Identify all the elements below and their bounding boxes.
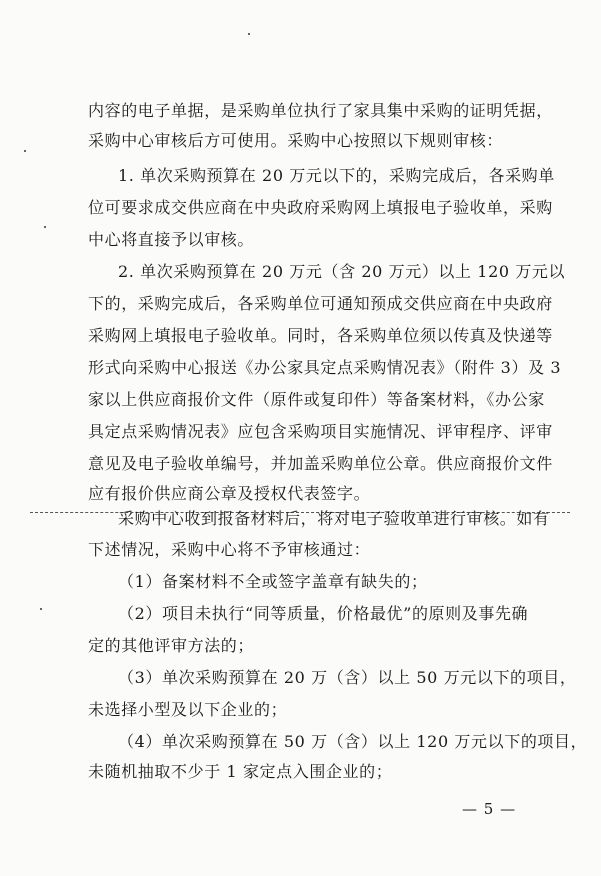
text-line: 下述情况，采购中心将不予审核通过： (88, 540, 371, 559)
text-line: 意见及电子验收单编号，并加盖采购单位公章。供应商报价文件 (88, 454, 553, 473)
scan-speck (24, 150, 26, 152)
list-item: （4）单次采购预算在 50 万（含）以上 120 万元以下的项目， (118, 732, 588, 751)
scan-speck (40, 608, 42, 610)
text-line: 2. 单次采购预算在 20 万元（含 20 万元）以上 120 万元以 (118, 262, 566, 281)
list-item: （1）备案材料不全或签字盖章有缺失的； (118, 572, 428, 591)
scan-speck (44, 226, 46, 228)
text-line: 应有报价供应商公章及授权代表签字。 (88, 484, 371, 503)
list-item: （3）单次采购预算在 20 万（含）以上 50 万元以下的项目， (118, 668, 577, 687)
text-line: 具定点采购情况表》应包含采购项目实施情况、评审程序、评审 (88, 422, 553, 441)
text-line: 未选择小型及以下企业的； (88, 700, 288, 719)
text-line: 下的，采购完成后，各采购单位可通知预成交供应商在中央政府 (88, 294, 553, 313)
text-line: 采购中心收到报备材料后，将对电子验收单进行审核。如有 (118, 509, 550, 528)
list-item: （2）项目未执行“同等质量，价格最优”的原则及事先确 (118, 604, 529, 623)
text-line: 定的其他评审方法的； (88, 636, 255, 655)
text-line: 未随机抽取不少于 1 家定点入围企业的； (88, 762, 393, 781)
text-line: 采购网上填报电子验收单。同时，各采购单位须以传真及快递等 (88, 326, 553, 345)
text-line: 形式向采购中心报送《办公家具定点采购情况表》（附件 3）及 3 (88, 358, 562, 377)
text-line: 位可要求成交供应商在中央政府采购网上填报电子验收单，采购 (88, 198, 553, 217)
text-line: 内容的电子单据，是采购单位执行了家具集中采购的证明凭据， (88, 101, 553, 120)
text-line: 家以上供应商报价文件（原件或复印件）等备案材料，《办公家 (88, 390, 545, 409)
text-line: 1. 单次采购预算在 20 万元以下的，采购完成后，各采购单 (118, 166, 555, 185)
text-line: 中心将直接予以审核。 (88, 230, 255, 249)
page-number: — 5 — (462, 800, 517, 818)
text-line: 采购中心审核后方可使用。采购中心按照以下规则审核： (88, 131, 504, 150)
scan-speck (248, 33, 250, 35)
